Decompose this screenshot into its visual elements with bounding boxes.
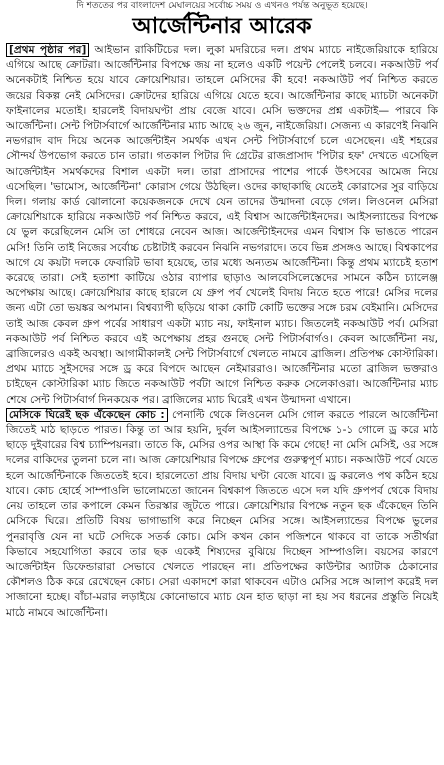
paragraph-1-text: আইভান রাকিটিচের দল। লুকা মদরিচের দল। প্রথম ম্যাচে নাইজেরিয়াকে হারিয়ে এগিয়ে আছে ক্রোটরা। আর্জেন্টিনার বিপক্ষে জয় না হলেও একটি পয়েন্ট পেলেই চলবে। নকআউট পর্ব অনেকটাই নিশ্চিত হয়ে যাবে ক্রোয়েশিয়ার। তাহলে মেসিদের কী হবে! নকআউট পর্ব নিশ্চিত করতে জয়ের বিকল্প নেই মেসিদের। ক্রোটদের হারিয়ে এগিয়ে যেতে হবে। আর্জেন্টিনার কাছে ম্যাচটা অনেকটা ফাইনালের মতোই। হারলেই বিদায়ঘণ্টা প্রায় বেজে যাবে। মেসি ভক্তদের প্রশ্ন একটাই— পারবে কি আর্জেন্টিনা। সেন্ট পিটার্সবার্গে আর্জেন্টিনার ম্যাচ আছে ২৬ জুন, নাইজেরিয়া। সেজন্য এ কারণেই নিঝনি নভগরাদ বাদ দিয়ে অনেক আর্জেন্টাইন সমর্থক এখন সেন্ট পিটার্সবার্গে চলে এসেছেন। এই শহরের সৌন্দর্য উপভোগ করতে চান তারা। গতকাল পিটার দি গ্রেটের রাজপ্রাসাদ 'পিটার হফ' দেখতে এসেছিল আর্জেন্টাইন সমর্থকদের বিশাল একটা দল। তারা প্রাসাদের পাশের পার্কে উৎসবের আমেজ নিয়ে এসেছিল। 'ভামোস, আর্জেন্টিনা' কোরাস গেয়ে উঠছিল। ওদের কাছাকাছি যেতেই কোরাসের সুর বাড়িয়ে দিল। গলায় কার্ড ঝোলানো কয়েকজনকে দেখে যেন তাদের উন্মাদনা বেড়ে গেল। লিওনেল মেসিরা ক্রোয়েশিয়াকে হারিয়ে নকআউট পর্ব নিশ্চিত করবে, এই বিশ্বাস আর্জেন্টাইনদের। আইসল্যান্ডের বিপক্ষে যে ভুল করেছিলেন মেসি তা শোধরে নেবেন আজ। আর্জেন্টাইনদের এমন বিশ্বাস কি ভাঙতে পারেন মেসি! তিনি তাই নিজের সর্বোচ্চ চেষ্টাটাই করবেন নিঝনি নভগরাদে। তবে ভিন্ন প্রসঙ্গও আছে। বিশ্বকাপের আগে যে কয়টা দলকে ফেবারিট ভাবা হয়েছে, তার মধ্যে অন্যতম আর্জেন্টিনা। কিন্তু প্রথম ম্যাচেই হতাশ করেছে তারা। সেই হতাশা কাটিয়ে ওঠার ব্যাপার ছাড়াও আলবেসিলেস্তেদের সামনে কঠিন চ্যালেঞ্জ অপেক্ষায় আছে। ক্রোয়েশিয়ার কাছে হারলে যে গ্রুপ পর্ব খেলেই বিদায় নিতে হতে পারে! মেসির দলের জন্য এটা তো ভয়ঙ্কর অপমান। বিশ্বব্যাপী ছড়িয়ে থাকা কোটি কোটি ভক্তের সঙ্গে চরম বেইমানি। মেসিদের তাই আজ কেবল গ্রুপ পর্বের সাধারণ একটা ম্যাচ নয়, ফাইনাল ম্যাচ। জিতলেই নকআউট পর্ব। মেসিরা নকআউট পর্ব নিশ্চিত করবে এই অপেক্ষায় প্রহর গুনছে সেন্ট পিটার্সবার্গও। কেবল আর্জেন্টিনা নয়, ব্রাজিলেরও একই অবস্থা। আগামীকালই সেন্ট পিটার্সবার্গে খেলতে নামবে ব্রাজিল। প্রতিপক্ষ কোস্টারিকা। প্রথম ম্যাচে সুইসদের সঙ্গে ড্র করে বিপদে আছেন নেইমাররাও। আর্জেন্টিনার মতো ব্রাজিল ভক্তরাও চাইছেন কোস্টারিকা ম্যাচ জিতে নকআউট পর্বটা আগে নিশ্চিত করুক সেলেকাওরা। আর্জেন্টিনার ম্যাচ শেষে সেন্ট পিটার্সবার্গ দিনকয়েক পর। ব্রাজিলের ম্যাচ ঘিরেই এখন উন্মাদনা এখানে। [6,44,438,406]
article-headline: আর্জেন্টিনার আরেক [132,14,312,39]
paragraph-1 [6,43,438,408]
article-body [6,43,438,621]
jump-label: [প্রথম পৃষ্ঠার পর] [6,43,89,57]
paragraph-2 [6,408,438,621]
paragraph-2-text: পেনাল্টি থেকে লিওনেল মেসি গোল করতে পারলে আর্জেন্টিনা জিতেই মাঠ ছাড়তে পারত। কিন্তু তা আর হয়নি, দুর্বল আইসল্যান্ডের বিপক্ষে ১-১ গোলে ড্র করে মাঠ ছাড়ে দুইবারের বিশ্ব চ্যাম্পিয়নরা। তাতে কি, মেসির ওপর আস্থা কি কমে গেছে! না মেসি মেসিই, ওর সঙ্গে দলের বাকিদের তুলনা চলে না। আজ ক্রোয়েশিয়ার বিপক্ষে গ্রুপের গুরুত্বপূর্ণ ম্যাচ। নকআউট পর্বে যেতে হলে আর্জেন্টিনাকে জিততেই হবে। হারলেতো প্রায় বিদায় ঘণ্টা বেজে যাবে। ড্র করলেও পথ কঠিন হয়ে যাবে। কোচ হোর্হে সাম্পাওলি ভালোমতো জানেন বিশ্বকাপ জিততে এসে দল যদি গ্রুপপর্ব থেকে বিদায় নেয় তাহলে তার কপালে কেমন তিরস্কার জুটতে পারে। ক্রোয়েশিয়ার বিপক্ষে নতুন ছক এঁকেছেন তিনি মেসিকে ঘিরে। প্রতিটি বিষয় ভাগাভাগি করে নিচ্ছেন মেসির সঙ্গে। আইসল্যান্ডের বিপক্ষে ভুলের পুনরাবৃত্তি যেন না ঘটে সেদিকে সতর্ক কোচ। মেসি কখন কোন পজিশনে থাকবে বা তাকে সতীর্থরা কিভাবে সহযোগিতা করবে তার ছক একেই শিষ্যদের বুঝিয়ে দিচ্ছেন সাম্পাওলি। বয়সের কারণে আর্জেন্টাইন ডিফেন্ডারারা সেভাবে খেলতে পারছেন না। প্রতিপক্ষের কাউন্টার অ্যাটাক ঠেকানোর কৌশলও ঠিক করে রেখেছেন কোচ। সেরা একাদশে কারা থাকবেন এটাও মেসির সঙ্গে আলাপ করেই দল সাজানো হচ্ছে। বাঁচা-মরার লড়াইয়ে কোনোভাবে ম্যাচ যেন হাত ছাড়া না হয় সব ধরনের প্রস্তুতি নিয়েই মাঠে নামবে আর্জেন্টিনা। [6,408,438,619]
cut-previous-article-line: দি শততের পর বাংলাদেশ মেঘালয়ের সর্বোচ্চ সময় ও এখনও পর্যন্ত অনুভূত হয়েছে। [76,1,368,11]
section-subhead: মেসিকে ঘিরেই ছক এঁকেছেন কোচ : [6,408,168,422]
